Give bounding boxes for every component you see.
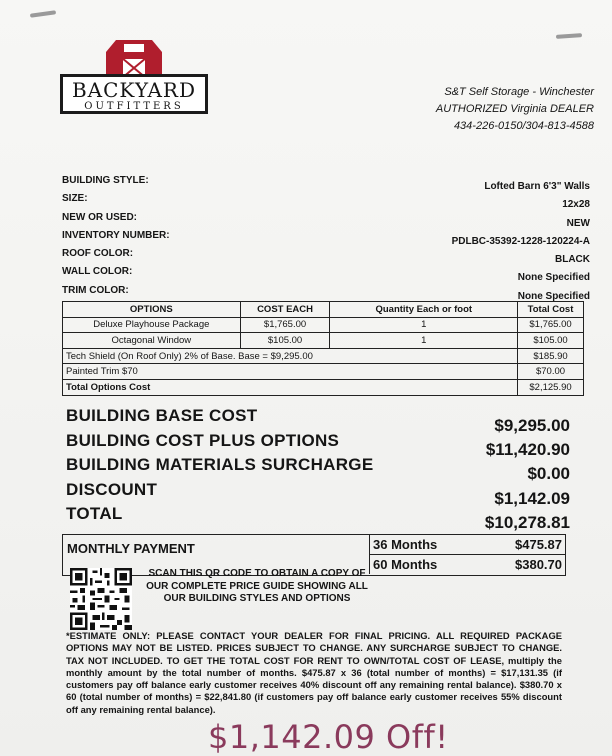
total-value: $11,420.90 [485,440,570,460]
table-row [63,379,584,395]
spec-label: WALL COLOR: [62,266,133,278]
brand-subname: OUTFITTERS [84,101,184,112]
option-name: Deluxe Playhouse Package [63,317,241,333]
option-total: $105.00 [518,333,584,349]
plan-amount: $475.87 [515,536,562,552]
option-qty: 1 [330,333,518,349]
spec-label: INVENTORY NUMBER: [62,229,170,241]
spec-label: SIZE: [62,193,88,205]
brand-logo [60,36,208,116]
barn-icon [102,36,166,78]
totals-values [485,414,570,535]
total-label: TOTAL [66,504,123,523]
spec-value: PDLBC-35392-1228-120224-A [451,235,590,247]
table-row [63,333,584,349]
payment-plans [369,535,565,574]
plan-term: 60 Months [373,556,438,572]
option-total: $1,765.00 [518,317,584,333]
col-header: OPTIONS [63,302,241,318]
total-value: $10,278.81 [484,512,570,532]
brand-wordmark [60,74,208,114]
option-cost: $105.00 [240,333,330,349]
disclaimer-fine-print: *ESTIMATE ONLY: PLEASE CONTACT YOUR DEALER FOR FINAL PRICING. ALL REQUIRED PACKAGE OPTIONS MAY NOT BE LISTED. PRICES SUBJECT TO CHANGE. ANY SURCHARGE SUBJECT TO CHANGE. TAX NOT INCLUDED. TO GET THE TOTAL COST FOR RENT TO OWN/TOTAL COST OF LEASE, multiply the monthly amount by the total number of months. $475.87 x 36 (total number of months) = $17,131.35 (if customers pay off balance early customer receives 40% discount off any remaining rental balance). $380.70 x 60 (total number of months) = $22,841.80 (if customers pay off balance early customer receives 55% discount off any remaining rental balance). [66,630,562,715]
payment-plan-row [370,535,565,555]
totals-labels [66,404,373,527]
total-options-value: $2,125.90 [518,379,584,395]
option-name: Octagonal Window [63,333,241,349]
extra-label: Tech Shield (On Roof Only) 2% of Base. Base = $9,295.00 [63,348,518,364]
spec-value: None Specified [517,290,590,302]
spec-value: 12x28 [562,199,590,211]
spec-value: BLACK [555,254,590,266]
extra-total: $185.90 [518,348,584,364]
plan-term: 36 Months [373,536,438,552]
staple [30,10,56,18]
discount-stamp: $1,142.09 Off! [208,718,449,756]
spec-label: NEW OR USED: [62,211,137,223]
dealer-name: S&T Self Storage - Winchester [444,86,594,98]
dealer-phone: 434-226-0150/304-813-4588 [453,120,594,132]
extra-label: Painted Trim $70 [63,364,518,380]
plan-amount: $380.70 [515,556,562,572]
total-label: BUILDING COST PLUS OPTIONS [66,430,340,450]
table-header-row [63,302,584,318]
qr-code-icon[interactable] [70,568,132,630]
dealer-authorized: AUTHORIZED Virginia DEALER [435,103,594,115]
spec-value: None Specified [517,272,590,284]
option-qty: 1 [330,317,518,333]
table-row [63,348,584,364]
total-label: DISCOUNT [66,479,158,499]
spec-labels [62,172,170,300]
total-options-label: Total Options Cost [63,379,518,395]
total-value: $0.00 [527,464,570,484]
options-table [62,301,584,396]
table-row [63,317,584,333]
spec-label: ROOF COLOR: [62,248,134,260]
table-row [63,364,584,380]
option-cost: $1,765.00 [240,317,330,333]
spec-label: BUILDING STYLE: [62,175,149,186]
payment-plan-row [370,555,565,575]
spec-value: Lofted Barn 6'3" Walls [484,181,590,192]
total-label: BUILDING BASE COST [66,406,258,425]
staple [556,33,582,39]
total-value: $1,142.09 [494,488,570,508]
col-header: Quantity Each or foot [330,302,518,318]
total-value: $9,295.00 [494,416,570,435]
extra-total: $70.00 [518,364,584,380]
spec-value: NEW [566,217,590,229]
spec-values [452,178,590,306]
brand-name: BACKYARD [71,78,197,102]
spec-label: TRIM COLOR: [62,284,129,296]
total-label: BUILDING MATERIALS SURCHARGE [66,455,374,474]
col-header: COST EACH [240,302,330,318]
qr-instructions: SCAN THIS QR CODE TO OBTAIN A COPY OF OUR COMPLETE PRICE GUIDE SHOWING ALL OUR BUILDING STYLES AND OPTIONS [146,568,368,604]
col-header: Total Cost [518,302,584,318]
dealer-info [436,84,594,135]
monthly-payment-label: MONTHLY PAYMENT [67,541,195,556]
